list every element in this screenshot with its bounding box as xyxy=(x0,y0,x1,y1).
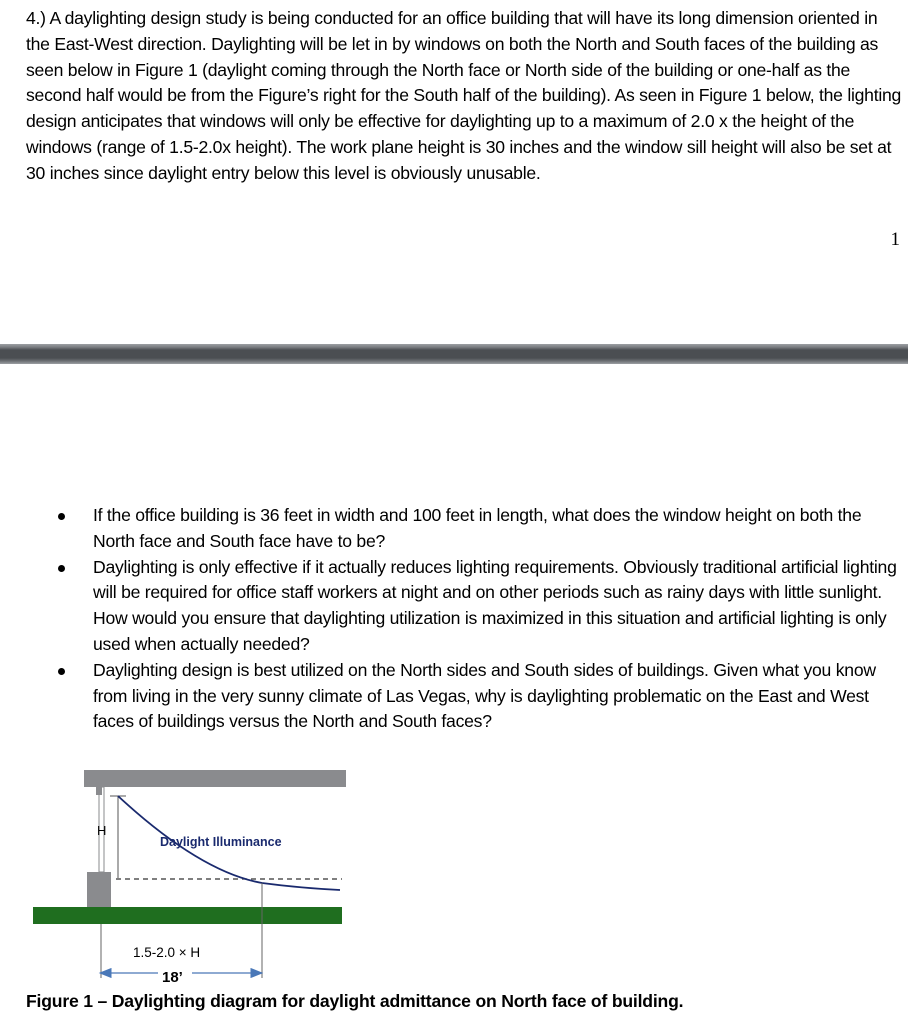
roof-slab xyxy=(84,770,346,787)
page-number: 1 xyxy=(890,229,900,250)
list-item xyxy=(58,503,904,555)
bullet-icon xyxy=(58,565,65,572)
roof-edge xyxy=(96,787,102,795)
page-break-divider xyxy=(0,344,908,364)
window-height-label: H xyxy=(97,823,107,838)
figure-caption: Figure 1 – Daylighting diagram for daylight admittance on North face of building. xyxy=(26,991,684,1011)
daylighting-diagram xyxy=(0,760,908,992)
range-label: 1.5-2.0 × H xyxy=(133,945,201,960)
question-text: If the office building is 36 feet in width and 100 feet in length, what does the window height on both the North face and South face have to be? xyxy=(93,505,862,551)
bullet-icon xyxy=(58,513,65,520)
bullet-icon xyxy=(58,668,65,675)
question-text: Daylighting design is best utilized on the North sides and South sides of buildings. Given what you know from living in the very sunny climate of Las Vegas, why is daylighting problematic on the East and West faces of buildings versus the North and South faces? xyxy=(93,659,876,732)
question-list xyxy=(58,503,904,735)
question-text: Daylighting is only effective if it actually reduces lighting requirements. Obviously traditional artificial lighting will be required for office staff workers at night and on other periods such as rainy days with little sunlight. How would you ensure that daylighting utilization is maximized in this situation and artificial lighting is only used when actually needed? xyxy=(93,556,897,654)
list-item xyxy=(58,555,904,658)
list-item xyxy=(58,658,904,735)
daylight-illuminance-label: Daylight Illuminance xyxy=(160,835,282,849)
distance-label: 18’ xyxy=(162,969,183,986)
ground-slab xyxy=(33,907,342,924)
intro-paragraph: 4.) A daylighting design study is being conducted for an office building that will have its long dimension oriented in the East-West direction. Daylighting will be let in by windows on both the North and South faces of the building as seen below in Figure 1 (daylight coming through the North face or North side of the building or one-half as the second half would be from the Figure’s right for the South half of the building). As seen in Figure 1 below, the lighting design anticipates that windows will only be effective for daylighting up to a maximum of 2.0 x the height of the windows (range of 1.5-2.0x height). The work plane height is 30 inches and the window sill height will also be set at 30 inches since daylight entry below this level is obviously unusable. xyxy=(26,8,902,183)
wall-below-window xyxy=(87,872,111,907)
